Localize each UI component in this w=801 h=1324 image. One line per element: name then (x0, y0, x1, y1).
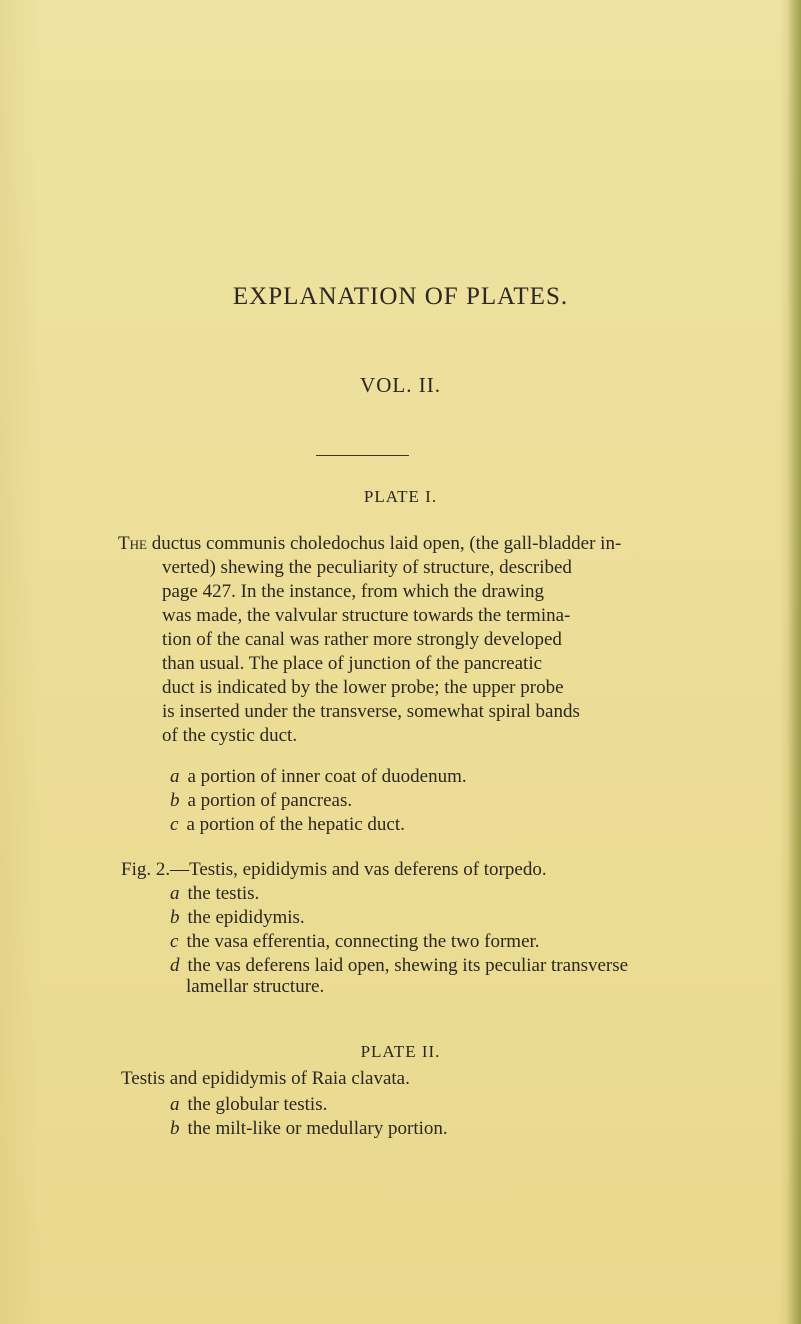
legend-item: a the testis. (170, 883, 260, 904)
fig-2-caption: Fig. 2.—Testis, epididymis and vas deferens of torpedo. (121, 859, 547, 880)
divider-rule (316, 455, 409, 456)
legend-item: b the epididymis. (170, 907, 305, 928)
volume-label: VOL. II. (360, 373, 441, 397)
legend-item: c the vasa efferentia, connecting the two former. (170, 931, 540, 952)
intro-line-7: duct is indicated by the lower probe; the upper probe (162, 677, 564, 698)
intro-line-4: was made, the valvular structure towards the termina- (162, 605, 571, 626)
legend-item: c a portion of the hepatic duct. (170, 814, 405, 835)
intro-line-2: verted) shewing the peculiarity of structure, described (162, 557, 572, 578)
legend-item: a the globular testis. (170, 1094, 328, 1115)
page-edge-shadow (787, 0, 801, 1324)
intro-line-6: than usual. The place of junction of the pancreatic (162, 653, 543, 674)
intro-line-3: page 427. In the instance, from which the drawing (162, 581, 544, 602)
legend-item-continuation: lamellar structure. (186, 976, 325, 997)
page-title: EXPLANATION OF PLATES. (232, 283, 569, 310)
legend-item: b the milt-like or medullary portion. (170, 1118, 448, 1139)
legend-item: d the vas deferens laid open, shewing its peculiar transverse (170, 955, 629, 976)
intro-line-9: of the cystic duct. (162, 725, 298, 746)
intro-line-8: is inserted under the transverse, somewhat spiral bands (162, 701, 580, 722)
legend-item: b a portion of pancreas. (170, 790, 353, 811)
plate-2-caption: Testis and epididymis of Raia clavata. (121, 1068, 410, 1089)
plate-1-heading: PLATE I. (363, 487, 438, 506)
plate-2-heading: PLATE II. (360, 1042, 441, 1061)
intro-lead-word: The (118, 533, 147, 554)
intro-line-5: tion of the canal was rather more strongly developed (162, 629, 562, 650)
legend-item: a a portion of inner coat of duodenum. (170, 766, 467, 787)
intro-line-1: The ductus communis choledochus laid open, (the gall-bladder in- (118, 533, 622, 554)
